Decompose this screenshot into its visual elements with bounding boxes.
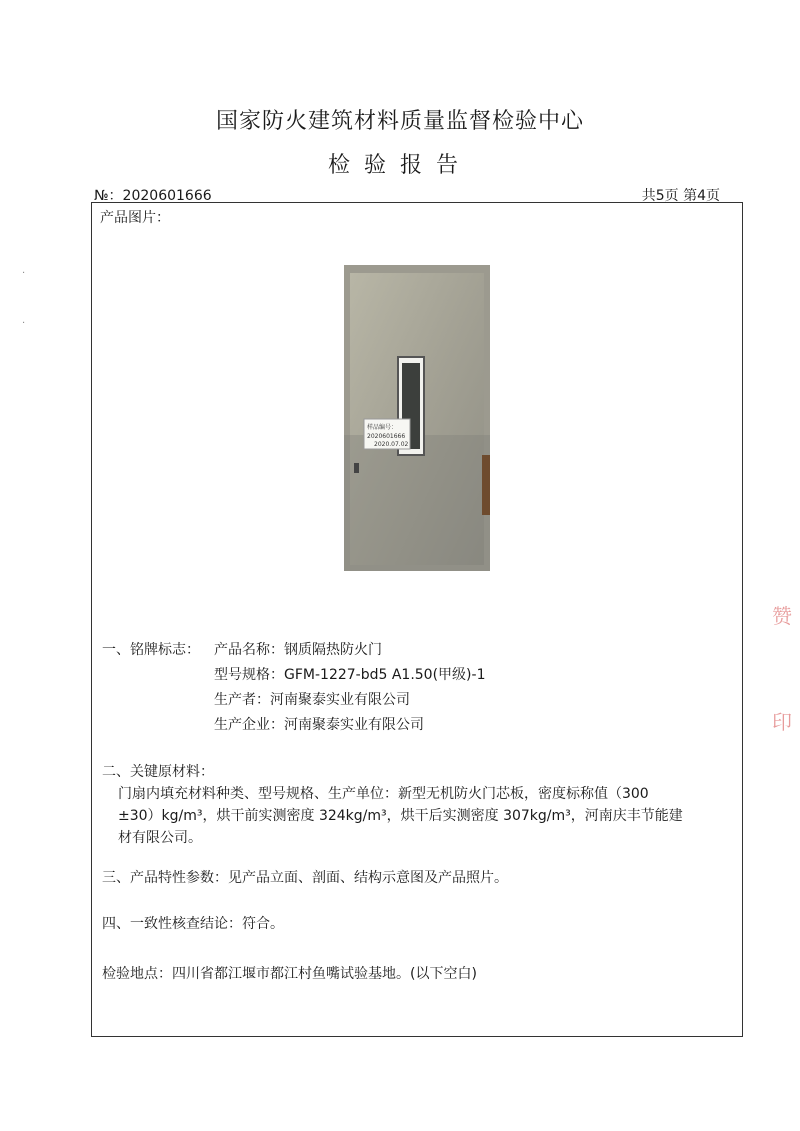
- sticker-line-3: 2020.07.02: [374, 441, 409, 448]
- materials-line-3: 材有限公司。: [118, 830, 202, 846]
- org-title: 国家防火建筑材料质量监督检验中心: [215, 109, 584, 134]
- sticker-line-2: 2020601666: [367, 433, 406, 440]
- materials-heading: 二、关键原材料：: [102, 764, 214, 780]
- seal-fragment: 印: [772, 710, 792, 734]
- product-name: 产品名称：钢质隔热防火门: [214, 642, 382, 658]
- producer: 生产者：河南聚泰实业有限公司: [214, 692, 410, 708]
- door-handle: [354, 463, 359, 473]
- report-body-frame: [91, 202, 743, 1037]
- report-number: №：2020601666: [94, 188, 212, 204]
- photo-label: 产品图片：: [100, 210, 170, 226]
- conclusion: 四、一致性核查结论：符合。: [102, 916, 284, 932]
- model-spec: 型号规格：GFM-1227-bd5 A1.50(甲级)-1: [214, 667, 486, 683]
- materials-line-1: 门扇内填充材料种类、型号规格、生产单位：新型无机防火门芯板，密度标称值（300: [118, 786, 649, 802]
- test-location: 检验地点：四川省都江堰市都江村鱼嘴试验基地。(以下空白): [102, 966, 477, 982]
- scan-speck: ·: [22, 318, 26, 329]
- materials-line-2: ±30）kg/m³，烘干前实测密度 324kg/m³，烘干后实测密度 307kg/m³，河南庆丰节能建: [118, 808, 683, 824]
- scan-speck: ·: [22, 268, 26, 279]
- page-info: 共5页 第4页: [641, 188, 720, 204]
- fire-door-image: [344, 265, 490, 571]
- seal-fragment: 赞: [772, 604, 792, 628]
- manufacturer: 生产企业：河南聚泰实业有限公司: [214, 717, 424, 733]
- product-photo: [344, 265, 490, 571]
- materials-text: [118, 783, 733, 849]
- door-edge-rust: [482, 455, 490, 515]
- sticker-line-1: 样品编号：: [367, 424, 398, 431]
- report-title: 检验报告: [327, 153, 472, 178]
- characteristics: 三、产品特性参数：见产品立面、剖面、结构示意图及产品照片。: [102, 870, 508, 886]
- nameplate-heading: 一、铭牌标志：: [102, 642, 200, 658]
